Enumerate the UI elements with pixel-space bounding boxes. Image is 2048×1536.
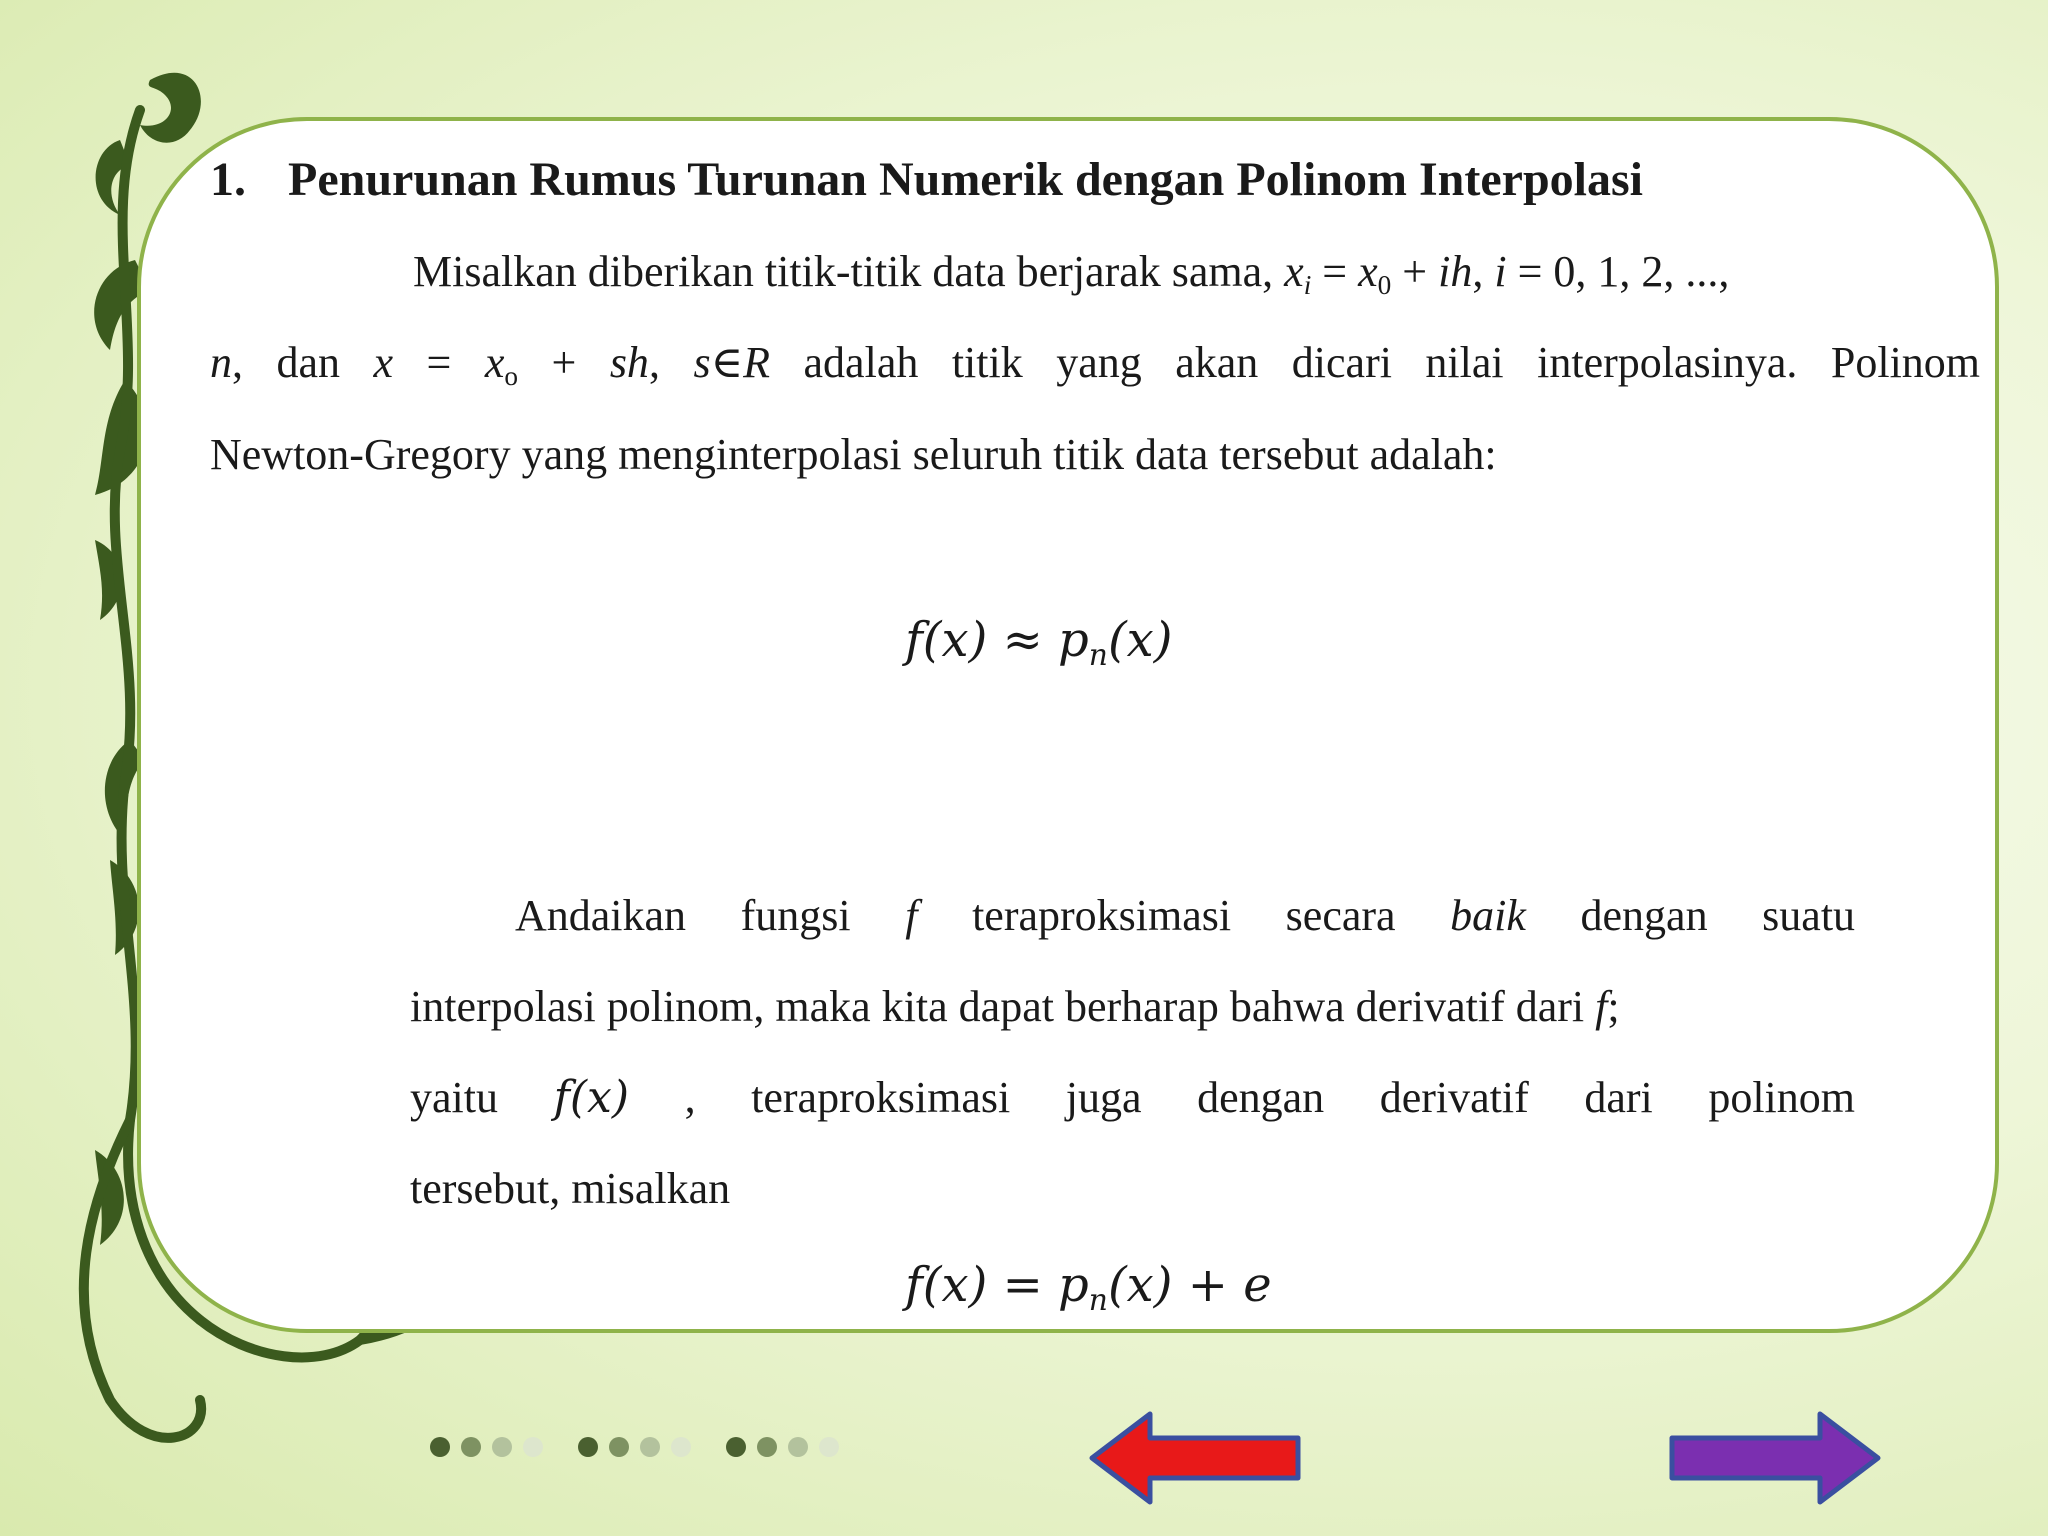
section-number: 1. xyxy=(210,153,246,206)
left-arrow-icon xyxy=(1092,1414,1298,1502)
formula-with-error: $f(x) = p_n(x) + e$ xyxy=(905,1257,1272,1318)
paragraph1-line2-text: adalah titik yang akan dicari nilai interpolasinya. Polinom xyxy=(803,338,1981,387)
paragraph1-line3: Newton-Gregory yang menginterpolasi seluruh titik data tersebut adalah: xyxy=(210,430,1497,479)
formula-approximation: $f(x) \approx p_n(x)$ xyxy=(905,612,1173,673)
prev-slide-button[interactable] xyxy=(1088,1410,1302,1506)
paragraph1-line1: Misalkan diberikan titik-titik data berjarak sama, $x_i = x_0$ + ih, i = 0, 1, 2, ..., xyxy=(413,247,1730,301)
decorative-dots xyxy=(430,1434,874,1460)
paragraph2-line1: Andaikan fungsi f teraproksimasi secara baik dengan suatu xyxy=(515,891,1856,940)
paragraph1-line1-text: Misalkan diberikan titik-titik data berjarak sama, xyxy=(413,247,1274,296)
paragraph2-line4: tersebut, misalkan xyxy=(410,1164,731,1213)
section-title: Penurunan Rumus Turunan Numerik dengan Polinom Interpolasi xyxy=(288,153,1644,206)
paragraph2-line3: yaitu f(x) , teraproksimasi juga dengan derivatif dari polinom xyxy=(410,1072,1856,1123)
right-arrow-icon xyxy=(1672,1414,1878,1502)
paragraph1-line2: n, dan $x = x_o$ + sh, s∈R adalah titik yang akan dicari nilai interpolasinya. Polinom xyxy=(210,338,1981,392)
paragraph2-line2: interpolasi polinom, maka kita dapat berharap bahwa derivatif dari f; xyxy=(410,982,1620,1031)
section-heading xyxy=(210,150,1643,210)
next-slide-button[interactable] xyxy=(1668,1410,1882,1506)
